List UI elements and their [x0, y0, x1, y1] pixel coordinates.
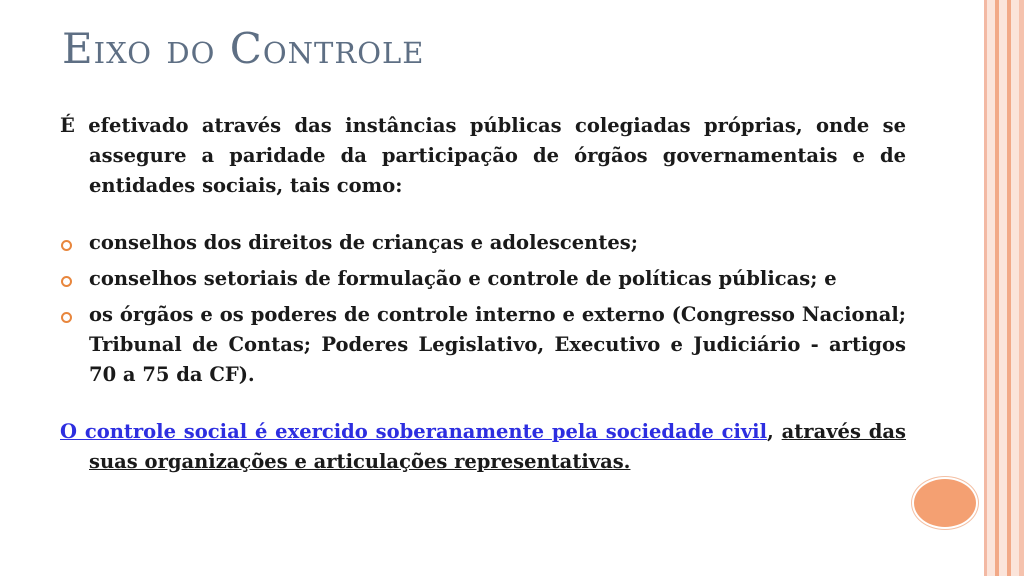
- accent-circle: [912, 477, 978, 529]
- intro-paragraph: É efetivado através das instâncias públicas colegiadas próprias, onde se assegure a paridade da participação de órgãos governamentais e de entidades sociais, tais como:: [60, 114, 906, 197]
- decorative-stripes: [984, 0, 1024, 576]
- list-item: [60, 228, 906, 258]
- list-item: [60, 300, 906, 390]
- stripe: [1019, 0, 1024, 576]
- circle-bullet-icon: [61, 312, 72, 323]
- list-item-text: conselhos setoriais de formulação e controle de políticas públicas; e: [89, 267, 837, 290]
- circle-bullet-icon: [61, 240, 72, 251]
- closing-text: através das suas organizações e articulações representativas.: [89, 420, 907, 473]
- circle-bullet-icon: [61, 276, 72, 287]
- closing-link[interactable]: O controle social é exercido soberanamente pela sociedade civil: [60, 420, 768, 443]
- closing-paragraph: [60, 417, 906, 477]
- bullet-list: [60, 228, 906, 390]
- slide-title: Eixo do Controle: [62, 24, 425, 73]
- slide-body: [60, 111, 906, 477]
- list-item-text: conselhos dos direitos de crianças e adolescentes;: [89, 231, 638, 254]
- list-item: [60, 264, 906, 294]
- closing-comma: ,: [767, 420, 774, 443]
- stripe: [999, 0, 1007, 576]
- stripe: [987, 0, 995, 576]
- stripe: [1011, 0, 1019, 576]
- list-item-text: os órgãos e os poderes de controle interno e externo (Congresso Nacional; Tribunal de Contas; Poderes Legislativo, Executivo e Judiciário - artigos 70 a 75 da CF).: [89, 303, 906, 386]
